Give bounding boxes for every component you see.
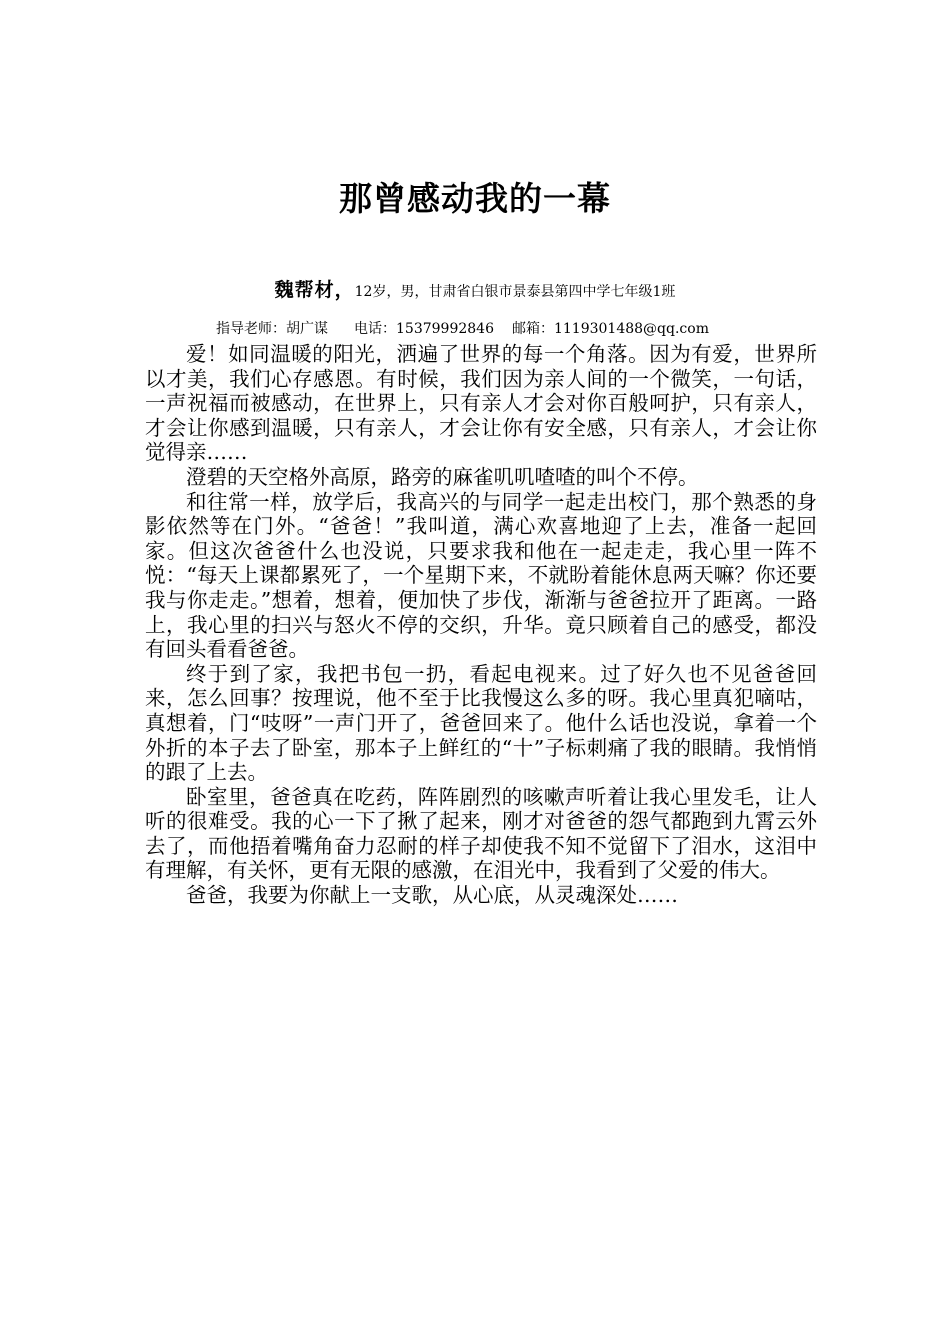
teacher-info [216, 317, 709, 341]
essay-body [145, 342, 817, 908]
teacher-name: 指导老师：胡广谋 [216, 321, 328, 337]
page-title: 那曾感动我的一幕 [339, 179, 611, 219]
paragraph: 爸爸，我要为你献上一支歌，从心底，从灵魂深处…… [186, 883, 678, 908]
paragraph: 终于到了家，我把书包一扔，看起电视来。过了好久也不见爸爸回来，怎么回事？按理说，他不至于比我慢这么多的呀。我心里真犯嘀咕，真想着，门“吱呀”一声门开了，爸爸回来了。他什么话也没说，拿着一个外折的本子去了卧室，那本子上鲜红的“十”子标刺痛了我的眼睛。我悄悄的跟了上去。 [145, 661, 817, 785]
teacher-phone: 电话：15379992846 [354, 321, 494, 337]
paragraph: 澄碧的天空格外高原，路旁的麻雀叽叽喳喳的叫个不停。 [186, 464, 699, 489]
teacher-email: 邮箱：1119301488@qq.com [511, 321, 709, 337]
paragraph: 卧室里，爸爸真在吃药，阵阵剧烈的咳嗽声听着让我心里发毛，让人听的很难受。我的心一下了揪了起来，刚才对爸爸的怨气都跑到九霄云外去了，而他捂着嘴角奋力忍耐的样子却使我不知不觉留下了泪水，这泪中有理解，有关怀，更有无限的感激，在泪光中，我看到了父爱的伟大。 [145, 784, 817, 883]
author-name: 魏帮材， [274, 279, 355, 301]
author-info [0, 277, 950, 305]
paragraph: 爱！如同温暖的阳光，洒遍了世界的每一个角落。因为有爱，世界所以才美，我们心存感恩。有时候，我们因为亲人间的一个微笑，一句话，一声祝福而被感动，在世界上，只有亲人才会对你百般呵护，只有亲人，才会让你感到温暖，只有亲人，才会让你有安全感，只有亲人，才会让你觉得亲…… [145, 342, 817, 465]
paragraph: 和往常一样，放学后，我高兴的与同学一起走出校门，那个熟悉的身影依然等在门外。“爸爸！”我叫道，满心欢喜地迎了上去，准备一起回家。但这次爸爸什么也没说，只要求我和他在一起走走，我心里一阵不悦：“每天上课都累死了，一个星期下来，不就盼着能休息两天嘛？你还要我与你走走。”想着，想着，便加快了步伐，渐渐与爸爸拉开了距离。一路上，我心里的扫兴与怒火不停的交织，升华。竟只顾着自己的感受，都没有回头看看爸爸。 [145, 489, 817, 662]
author-details: 12岁，男，甘肃省白银市景泰县第四中学七年级1班 [354, 284, 676, 300]
